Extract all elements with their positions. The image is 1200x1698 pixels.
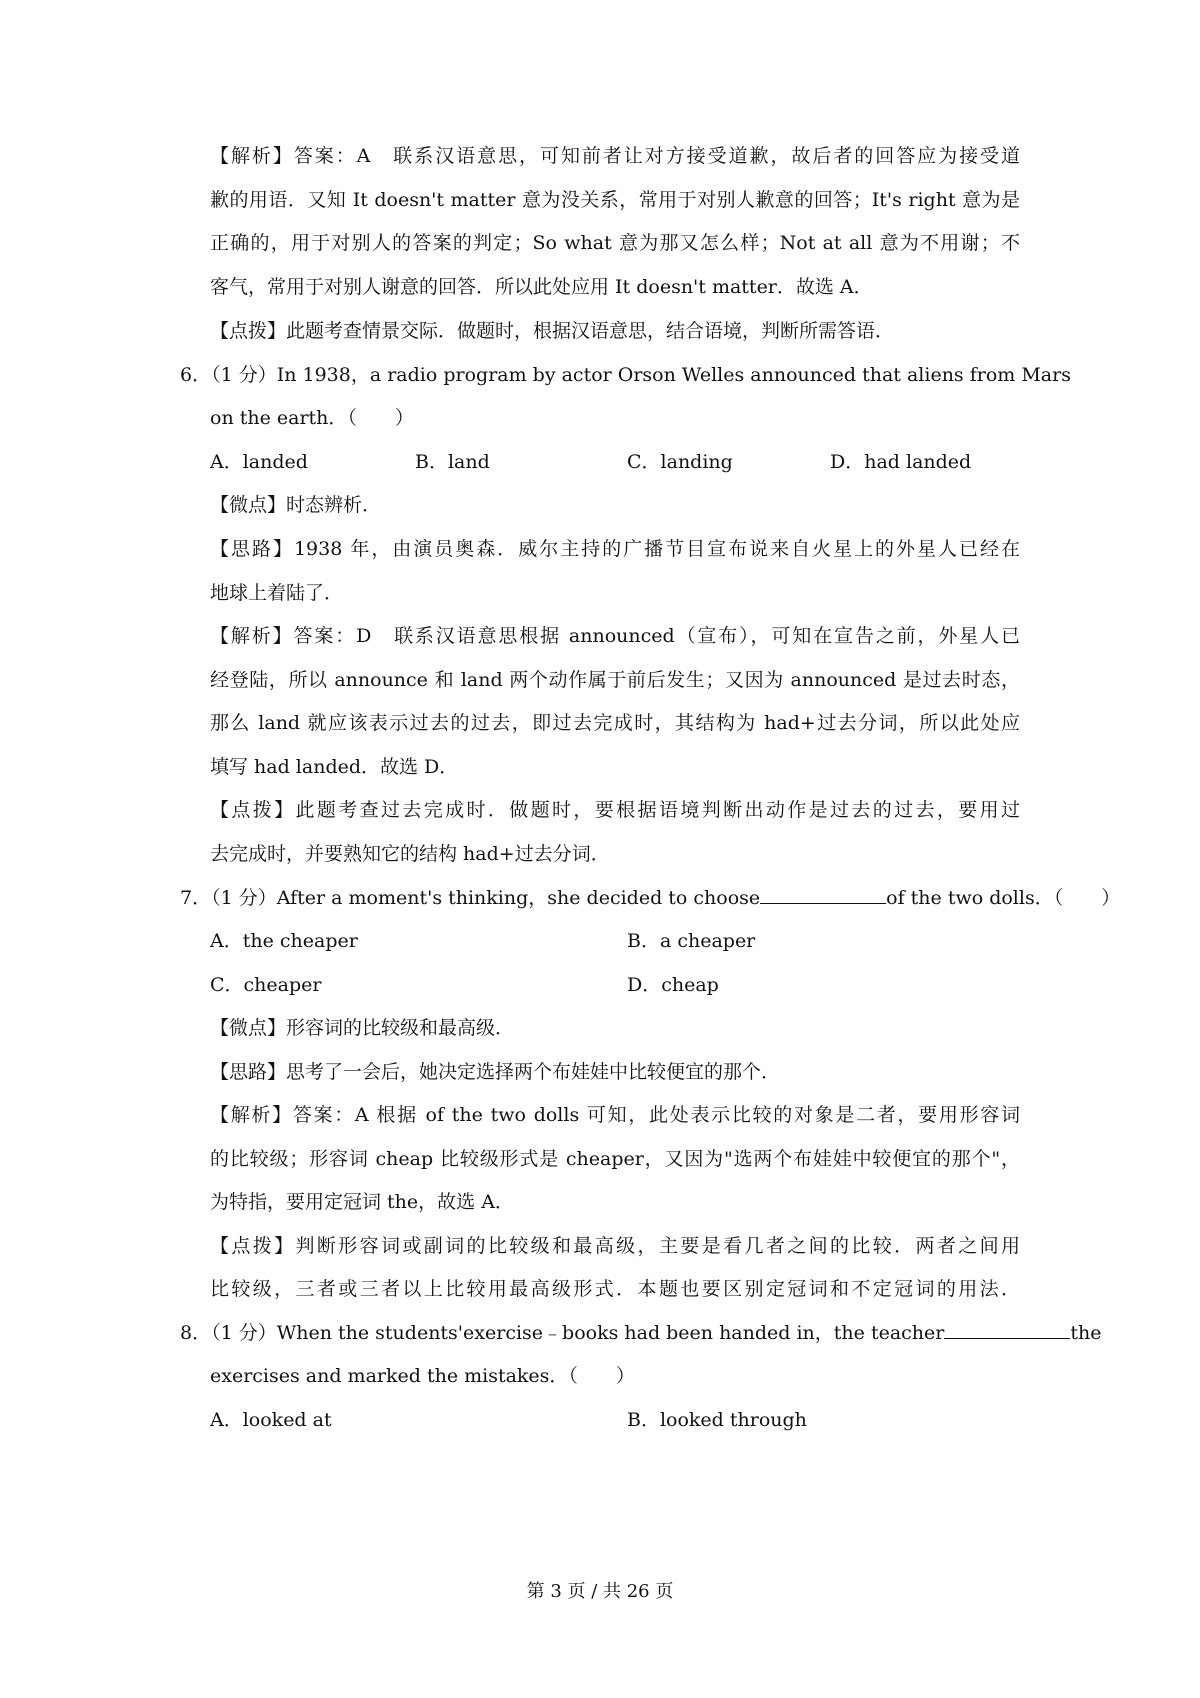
q5-tip: 【点拨】此题考查情景交际．做题时，根据汉语意思，结合语境，判断所需答语． [210,320,895,342]
q7-analysis-line-1: 【解析】答案：A 根据 of the two dolls 可知，此处表示比较的对象是二者，要用形容词 [210,1104,1020,1126]
q6-option-a: A．landed [210,451,308,473]
q6-analysis-line-2: 经登陆，所以 announce 和 land 两个动作属于前后发生；又因为 announced 是过去时态， [210,669,1020,691]
q6-idea-line-1: 【思路】1938 年，由演员奥森．威尔主持的广播节目宣布说来自火星上的外星人已经在 [210,538,1020,560]
q8-option-a: A．looked at [210,1409,332,1431]
q6-analysis-line-1: 【解析】答案：D 联系汉语意思根据 announced（宣布），可知在宣告之前，外星人已 [210,625,1020,647]
q8-stem-line-1 [180,1319,1102,1347]
q6-analysis-line-4: 填写 had landed．故选 D． [210,756,459,778]
q6-tip-line-2: 去完成时，并要熟知它的结构 had+过去分词． [210,843,610,865]
q7-analysis-line-2: 的比较级；形容词 cheap 比较级形式是 cheaper，又因为"选两个布娃娃中较便宜的那个"， [210,1148,1020,1170]
q7-answer-blank [760,885,886,904]
q6-option-b: B．land [415,451,490,473]
q6-analysis-line-3: 那么 land 就应该表示过去的过去，即过去完成时，其结构为 had+过去分词，所以此处应 [210,712,1020,734]
q5-analysis-line-3: 正确的，用于对别人的答案的判定；So what 意为那又怎么样；Not at all 意为不用谢；不 [210,232,1020,254]
q7-tip-line-1: 【点拨】判断形容词或副词的比较级和最高级，主要是看几者之间的比较．两者之间用 [210,1235,1020,1257]
q5-analysis-line-4: 客气，常用于对别人谢意的回答．所以此处应用 It doesn't matter．故选 A． [210,276,873,298]
q7-stem-text-end: of the two dolls．（ ） [886,887,1121,909]
q8-stem-line-2: exercises and marked the mistakes．（ ） [210,1365,635,1387]
q5-analysis-line-1: 【解析】答案：A 联系汉语意思，可知前者让对方接受道歉，故后者的回答应为接受道 [210,145,1020,167]
q7-stem-text: 7．（1 分）After a moment's thinking，she decided to choose [180,887,761,909]
q6-stem-line-2: on the earth．（ ） [210,407,414,429]
q6-idea-line-2: 地球上着陆了． [210,582,344,604]
q6-option-d: D．had landed [830,451,972,473]
q7-option-b: B．a cheaper [627,930,756,952]
q7-idea: 【思路】思考了一会后，她决定选择两个布娃娃中比较便宜的那个． [210,1061,781,1083]
q7-analysis-line-3: 为特指，要用定冠词 the，故选 A． [210,1191,514,1213]
q7-option-c: C．cheaper [210,974,322,996]
q6-option-c: C．landing [627,451,733,473]
q7-option-a: A．the cheaper [210,930,358,952]
q8-option-b: B．looked through [627,1409,807,1431]
q5-analysis-line-2: 歉的用语．又知 It doesn't matter 意为没关系，常用于对别人歉意的回答；It's right 意为是 [210,189,1020,211]
q8-stem-text: 8．（1 分）When the students'exercise﹣books had been handed in，the teacher [180,1322,945,1344]
q7-stem [180,884,1120,912]
q7-option-d: D．cheap [627,974,719,996]
q6-tip-line-1: 【点拨】此题考查过去完成时．做题时，要根据语境判断出动作是过去的过去，要用过 [210,799,1020,821]
q8-stem-text-end: the [1070,1322,1102,1344]
page-footer: 第 3 页 / 共 26 页 [526,1581,674,1602]
q7-point: 【微点】形容词的比较级和最高级． [210,1017,515,1039]
q7-tip-line-2: 比较级，三者或三者以上比较用最高级形式．本题也要区别定冠词和不定冠词的用法． [210,1278,1020,1300]
q6-point: 【微点】时态辨析． [210,494,382,516]
q8-answer-blank [944,1320,1070,1339]
q6-stem-line-1: 6．（1 分）In 1938，a radio program by actor Orson Welles announced that aliens from Mars [180,364,1071,386]
